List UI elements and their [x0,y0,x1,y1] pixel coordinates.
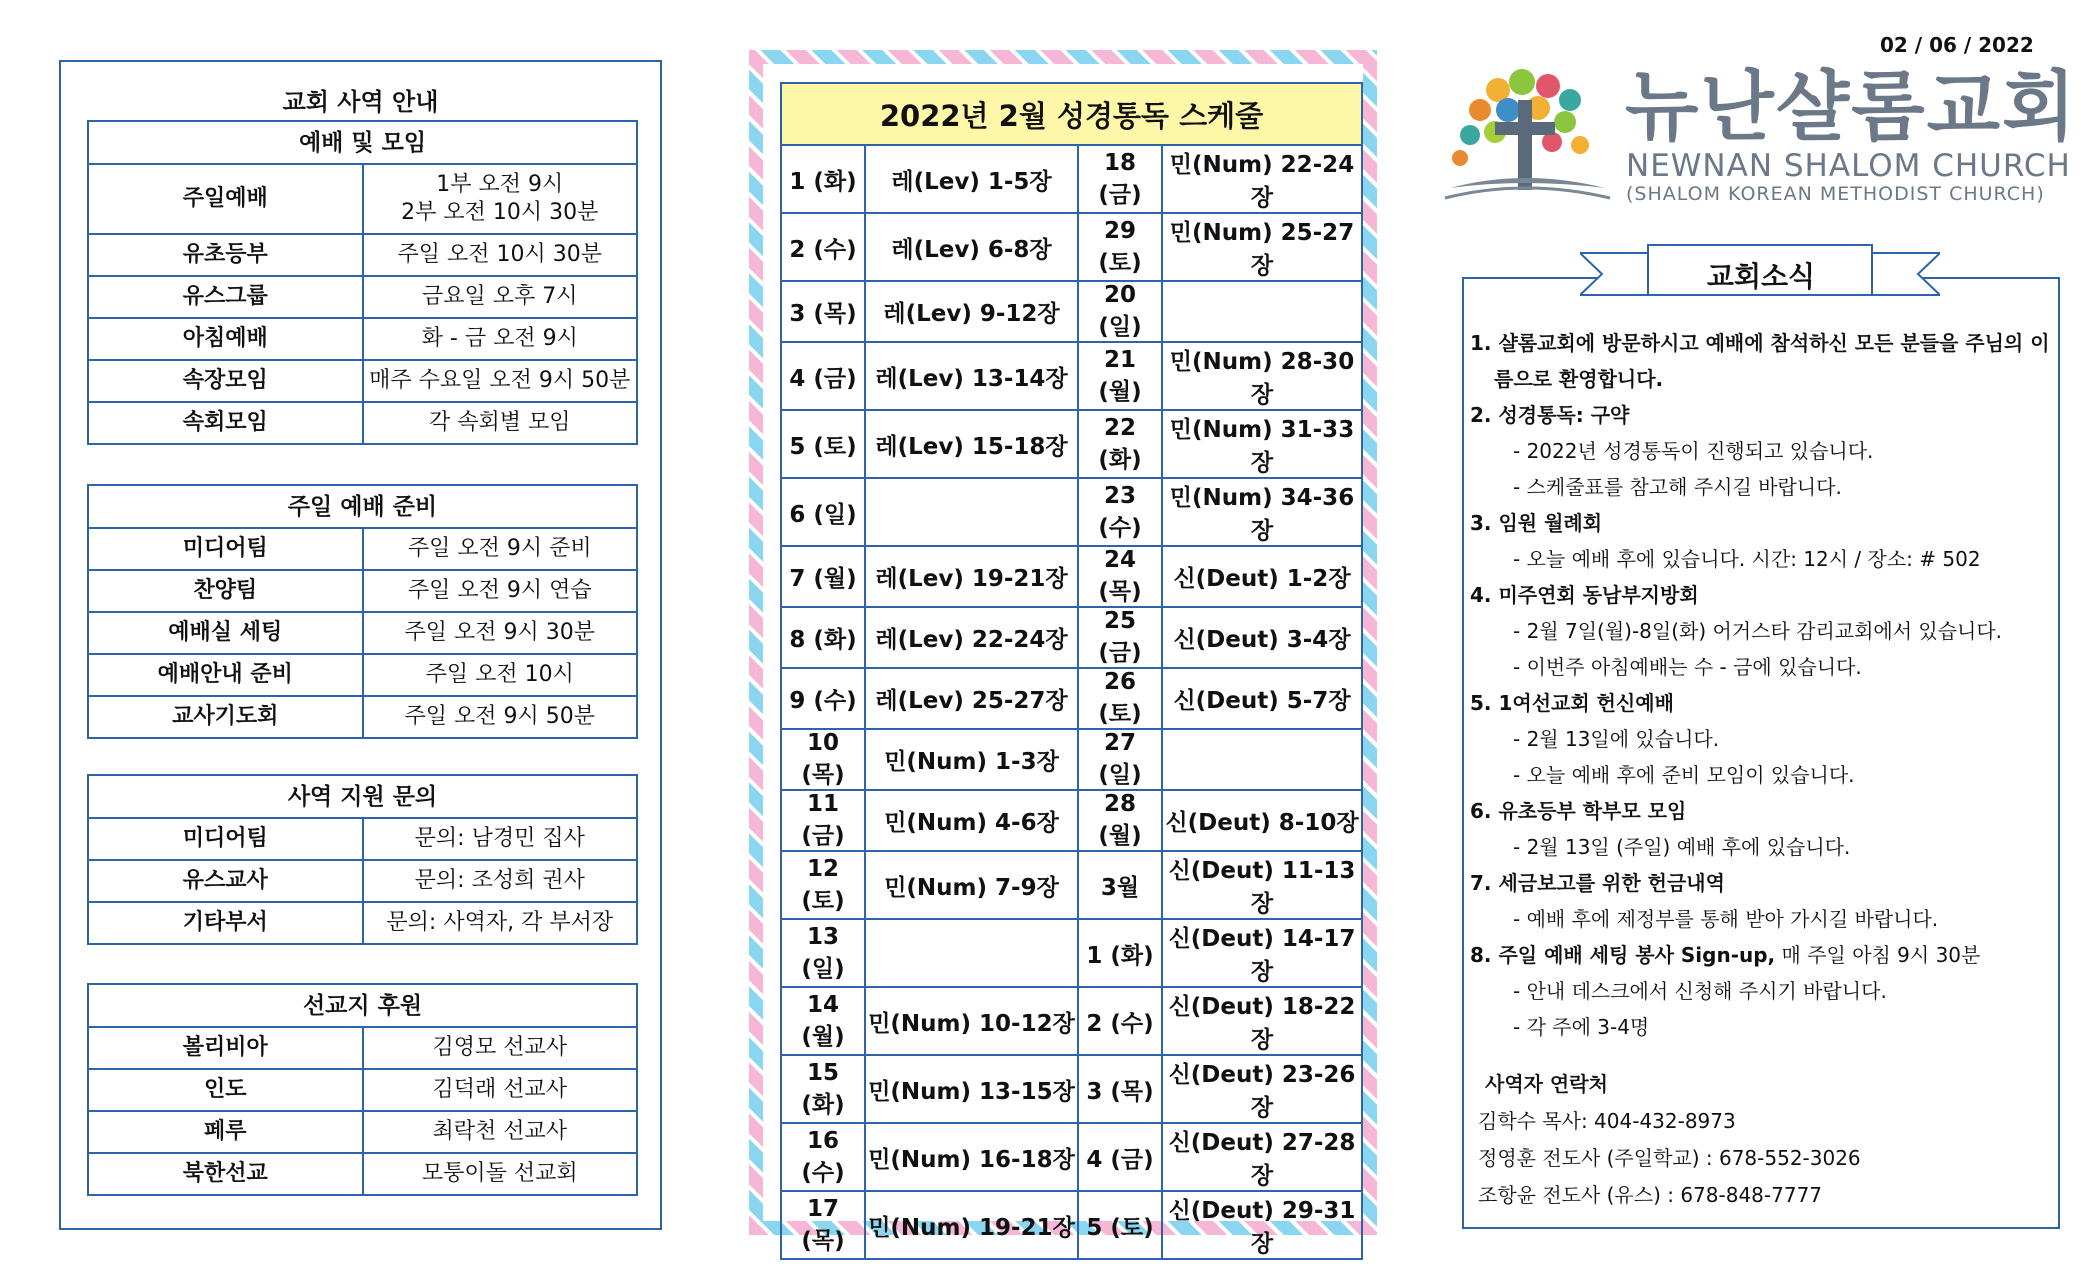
row-label: 페루 [88,1111,363,1153]
reading-range: 레(Lev) 15-18장 [865,410,1078,478]
news-heading-text: 7. 세금보고를 위한 헌금내역 [1470,871,1725,895]
table-row [88,570,637,612]
table-row [781,729,1362,790]
reading-range: 민(Num) 7-9장 [865,851,1078,919]
news-heading-text: 3. 임원 월례회 [1470,511,1603,535]
row-label: 미디어팀 [88,528,363,570]
schedule-title: 2022년 2월 성경통독 스케줄 [780,82,1363,146]
table-row [781,281,1362,342]
reading-day: 5 (토) [1078,1191,1162,1259]
news-heading [1470,937,2055,973]
row-label: 속장모임 [88,360,363,402]
table-row [88,818,637,860]
row-label: 미디어팀 [88,818,363,860]
church-name-korean: 뉴난샬롬교회 [1625,62,2078,151]
news-heading-text: 5. 1여선교회 헌신예배 [1470,691,1674,715]
news-heading-text: 6. 유초등부 학부모 모임 [1470,799,1687,823]
row-label: 북한선교 [88,1153,363,1195]
ministry-table-header: 주일 예배 준비 [88,485,637,528]
row-label: 아침예배 [88,318,363,360]
table-row [88,612,637,654]
reading-day: 23 (수) [1078,478,1162,546]
row-value [363,1027,638,1069]
reading-range: 신(Deut) 3-4장 [1162,607,1362,668]
reading-range: 민(Num) 19-21장 [865,1191,1078,1259]
reading-day: 4 (금) [1078,1123,1162,1191]
reading-range: 민(Num) 1-3장 [865,729,1078,790]
table-row [88,360,637,402]
row-value-line: 주일 오전 9시 준비 [407,536,592,561]
table-row [88,860,637,902]
row-value-line: 최락천 선교사 [432,1119,567,1144]
ministry-table-1 [87,120,638,445]
table-row [781,1055,1362,1123]
row-label: 예배안내 준비 [88,654,363,696]
table-row [781,607,1362,668]
news-item: - 오늘 예배 후에 준비 모임이 있습니다. [1513,763,1855,787]
news-heading [1470,577,2055,613]
news-item: - 오늘 예배 후에 있습니다. 시간: 12시 / 장소: # 502 [1513,547,1981,571]
row-value [363,528,638,570]
news-item: - 예배 후에 제정부를 통해 받아 가시길 바랍니다. [1513,907,1939,931]
table-row [781,790,1362,851]
table-row [781,478,1362,546]
reading-day: 25 (금) [1078,607,1162,668]
row-label: 기타부서 [88,902,363,944]
reading-day: 12 (토) [781,851,865,919]
reading-day: 6 (일) [781,478,865,546]
reading-range: 레(Lev) 9-12장 [865,281,1078,342]
row-label: 찬양팀 [88,570,363,612]
reading-range: 레(Lev) 25-27장 [865,668,1078,729]
table-row [88,1027,637,1069]
ministry-info-title: 교회 사역 안내 [282,88,439,116]
news-item: - 2월 13일에 있습니다. [1513,727,1720,751]
reading-range: 민(Num) 31-33장 [1162,410,1362,478]
news-heading [1470,865,2055,901]
row-label: 유스그룹 [88,276,363,318]
table-row [88,1069,637,1111]
reading-range: 민(Num) 34-36장 [1162,478,1362,546]
row-value-line: 주일 오전 10시 30분 [397,242,602,267]
news-heading-text: 4. 미주연회 동남부지방회 [1470,583,1699,607]
reading-day: 1 (화) [1078,919,1162,987]
row-value [363,612,638,654]
row-value [363,654,638,696]
row-label: 볼리비아 [88,1027,363,1069]
reading-day: 24 (목) [1078,546,1162,607]
row-value-line: 2부 오전 10시 30분 [401,200,599,225]
reading-day: 17 (목) [781,1191,865,1259]
row-value [363,1153,638,1195]
row-value-line: 김영모 선교사 [432,1035,567,1060]
reading-range: 신(Deut) 23-26장 [1162,1055,1362,1123]
news-item: - 이번주 아침예배는 수 - 금에 있습니다. [1513,655,1862,679]
reading-day: 3 (목) [781,281,865,342]
reading-range: 레(Lev) 19-21장 [865,546,1078,607]
row-label: 주일예배 [88,164,363,234]
reading-range: 신(Deut) 8-10장 [1162,790,1362,851]
reading-range: 민(Num) 10-12장 [865,987,1078,1055]
table-row [88,1153,637,1195]
church-news-list [1470,325,2055,1045]
table-row [781,987,1362,1055]
table-row [781,342,1362,410]
news-item: - 2022년 성경통독이 진행되고 있습니다. [1513,439,1874,463]
row-value [363,1069,638,1111]
table-row [88,1111,637,1153]
bulletin-date: 02 / 06 / 2022 [1880,33,2034,57]
reading-day: 18 (금) [1078,145,1162,213]
reading-day: 3 (목) [1078,1055,1162,1123]
news-item: - 2월 7일(월)-8일(화) 어거스타 감리교회에서 있습니다. [1513,619,2003,643]
news-heading [1470,397,2055,433]
reading-range: 레(Lev) 22-24장 [865,607,1078,668]
table-row [781,546,1362,607]
reading-day: 7 (월) [781,546,865,607]
reading-range: 신(Deut) 5-7장 [1162,668,1362,729]
news-heading [1470,685,2055,721]
reading-day: 20 (일) [1078,281,1162,342]
reading-day: 13 (일) [781,919,865,987]
row-value-line: 주일 오전 9시 30분 [404,620,595,645]
reading-day: 2 (수) [1078,987,1162,1055]
reading-range: 레(Lev) 6-8장 [865,213,1078,281]
row-value-line: 매주 수요일 오전 9시 50분 [369,368,631,393]
row-value [363,164,638,234]
row-value-line: 주일 오전 9시 연습 [407,578,592,603]
row-value-line: 김덕래 선교사 [432,1077,567,1102]
table-row [88,234,637,276]
reading-range: 신(Deut) 27-28장 [1162,1123,1362,1191]
row-value [363,402,638,444]
reading-day: 3월 [1078,851,1162,919]
row-value [363,570,638,612]
reading-day: 14 (월) [781,987,865,1055]
row-value [363,276,638,318]
row-value-line: 문의: 사역자, 각 부서장 [386,910,614,935]
reading-range: 민(Num) 25-27장 [1162,213,1362,281]
table-row [781,1191,1362,1259]
table-row [781,1123,1362,1191]
reading-day: 11 (금) [781,790,865,851]
schedule-table [780,144,1363,1260]
news-item: - 스케줄표를 참고해 주시길 바랍니다. [1513,475,1842,499]
row-value [363,318,638,360]
table-row [781,410,1362,478]
reading-range: 신(Deut) 1-2장 [1162,546,1362,607]
ministry-table-3 [87,774,638,945]
news-heading [1470,505,2055,541]
row-value [363,860,638,902]
ministry-table-header: 사역 지원 문의 [88,775,637,818]
reading-range: 민(Num) 13-15장 [865,1055,1078,1123]
contacts-title: 사역자 연락처 [1485,1072,1608,1096]
reading-range: 민(Num) 28-30장 [1162,342,1362,410]
reading-range [1162,281,1362,342]
table-row [88,654,637,696]
reading-day: 9 (수) [781,668,865,729]
table-row [88,696,637,738]
reading-range: 민(Num) 16-18장 [865,1123,1078,1191]
reading-range [865,478,1078,546]
reading-day: 28 (월) [1078,790,1162,851]
row-label: 유초등부 [88,234,363,276]
news-heading-text: 2. 성경통독: 구약 [1470,403,1630,427]
row-value-line: 금요일 오후 7시 [422,284,578,309]
reading-range: 민(Num) 22-24장 [1162,145,1362,213]
news-heading-detail: 매 주일 아침 9시 30분 [1775,943,1981,967]
table-row [781,668,1362,729]
reading-range: 신(Deut) 18-22장 [1162,987,1362,1055]
reading-range [865,919,1078,987]
table-row [781,919,1362,987]
bible-reading-schedule [749,50,1377,1257]
contact-item: 조항윤 전도사 (유스) : 678-848-7777 [1478,1183,1823,1207]
reading-day: 21 (월) [1078,342,1162,410]
ministry-table-4 [87,983,638,1196]
row-label: 예배실 세팅 [88,612,363,654]
row-value [363,234,638,276]
reading-day: 16 (수) [781,1123,865,1191]
news-heading-text: 1. 샬롬교회에 방문하시고 예배에 참석하신 모든 분들을 주님의 이름으로 환영합니다. [1470,331,2050,391]
reading-day: 10 (목) [781,729,865,790]
table-row [88,164,637,234]
reading-range: 신(Deut) 11-13장 [1162,851,1362,919]
table-row [88,528,637,570]
table-row [781,145,1362,213]
contact-item: 정영훈 전도사 (주일학교) : 678-552-3026 [1478,1146,1861,1170]
row-value [363,818,638,860]
ministry-table-2 [87,484,638,739]
reading-day: 29 (토) [1078,213,1162,281]
pastor-contacts [1478,1068,1861,1214]
row-value-line: 문의: 조성희 권사 [414,868,585,893]
row-value-line: 주일 오전 9시 50분 [404,704,595,729]
table-row [88,402,637,444]
reading-range: 민(Num) 4-6장 [865,790,1078,851]
row-label: 유스교사 [88,860,363,902]
table-row [88,902,637,944]
tree-cross-logo-icon [1440,60,1615,210]
table-row [781,213,1362,281]
row-label: 교사기도회 [88,696,363,738]
reading-day: 22 (화) [1078,410,1162,478]
table-row [781,851,1362,919]
row-value [363,696,638,738]
row-label: 속회모임 [88,402,363,444]
church-name-subtitle: (SHALOM KOREAN METHODIST CHURCH) [1626,183,2045,205]
row-value [363,360,638,402]
news-heading [1470,325,2055,397]
ministry-table-header: 선교지 후원 [88,984,637,1027]
news-heading-text: 8. 주일 예배 세팅 봉사 Sign-up, [1470,943,1776,967]
reading-day: 1 (화) [781,145,865,213]
reading-day: 5 (토) [781,410,865,478]
row-value-line: 각 속회별 모임 [429,410,571,435]
reading-day: 2 (수) [781,213,865,281]
row-value-line: 화 - 금 오전 9시 [421,326,578,351]
ministry-table-header: 예배 및 모임 [88,121,637,164]
reading-day: 8 (화) [781,607,865,668]
reading-range: 신(Deut) 29-31장 [1162,1191,1362,1259]
news-item: - 안내 데스크에서 신청해 주시기 바랍니다. [1513,979,1887,1003]
row-value-line: 모퉁이돌 선교회 [421,1161,578,1186]
row-value-line: 문의: 남경민 집사 [414,826,585,851]
reading-range: 신(Deut) 14-17장 [1162,919,1362,987]
reading-range [1162,729,1362,790]
reading-range: 레(Lev) 1-5장 [865,145,1078,213]
news-heading [1470,793,2055,829]
row-value-line: 1부 오전 9시 [436,172,564,197]
table-row [88,276,637,318]
row-value-line: 주일 오전 10시 [425,662,574,687]
reading-day: 26 (토) [1078,668,1162,729]
reading-day: 27 (일) [1078,729,1162,790]
reading-day: 15 (화) [781,1055,865,1123]
table-row [88,318,637,360]
news-item: - 각 주에 3-4명 [1513,1015,1650,1039]
church-name-english: NEWNAN SHALOM CHURCH [1626,148,2071,184]
news-item: - 2월 13일 (주일) 예배 후에 있습니다. [1513,835,1851,859]
church-news-title: 교회소식 [1706,260,1816,293]
row-value [363,1111,638,1153]
contact-item: 김학수 목사: 404-432-8973 [1478,1109,1736,1133]
reading-range: 레(Lev) 13-14장 [865,342,1078,410]
reading-day: 4 (금) [781,342,865,410]
row-label: 인도 [88,1069,363,1111]
row-value [363,902,638,944]
